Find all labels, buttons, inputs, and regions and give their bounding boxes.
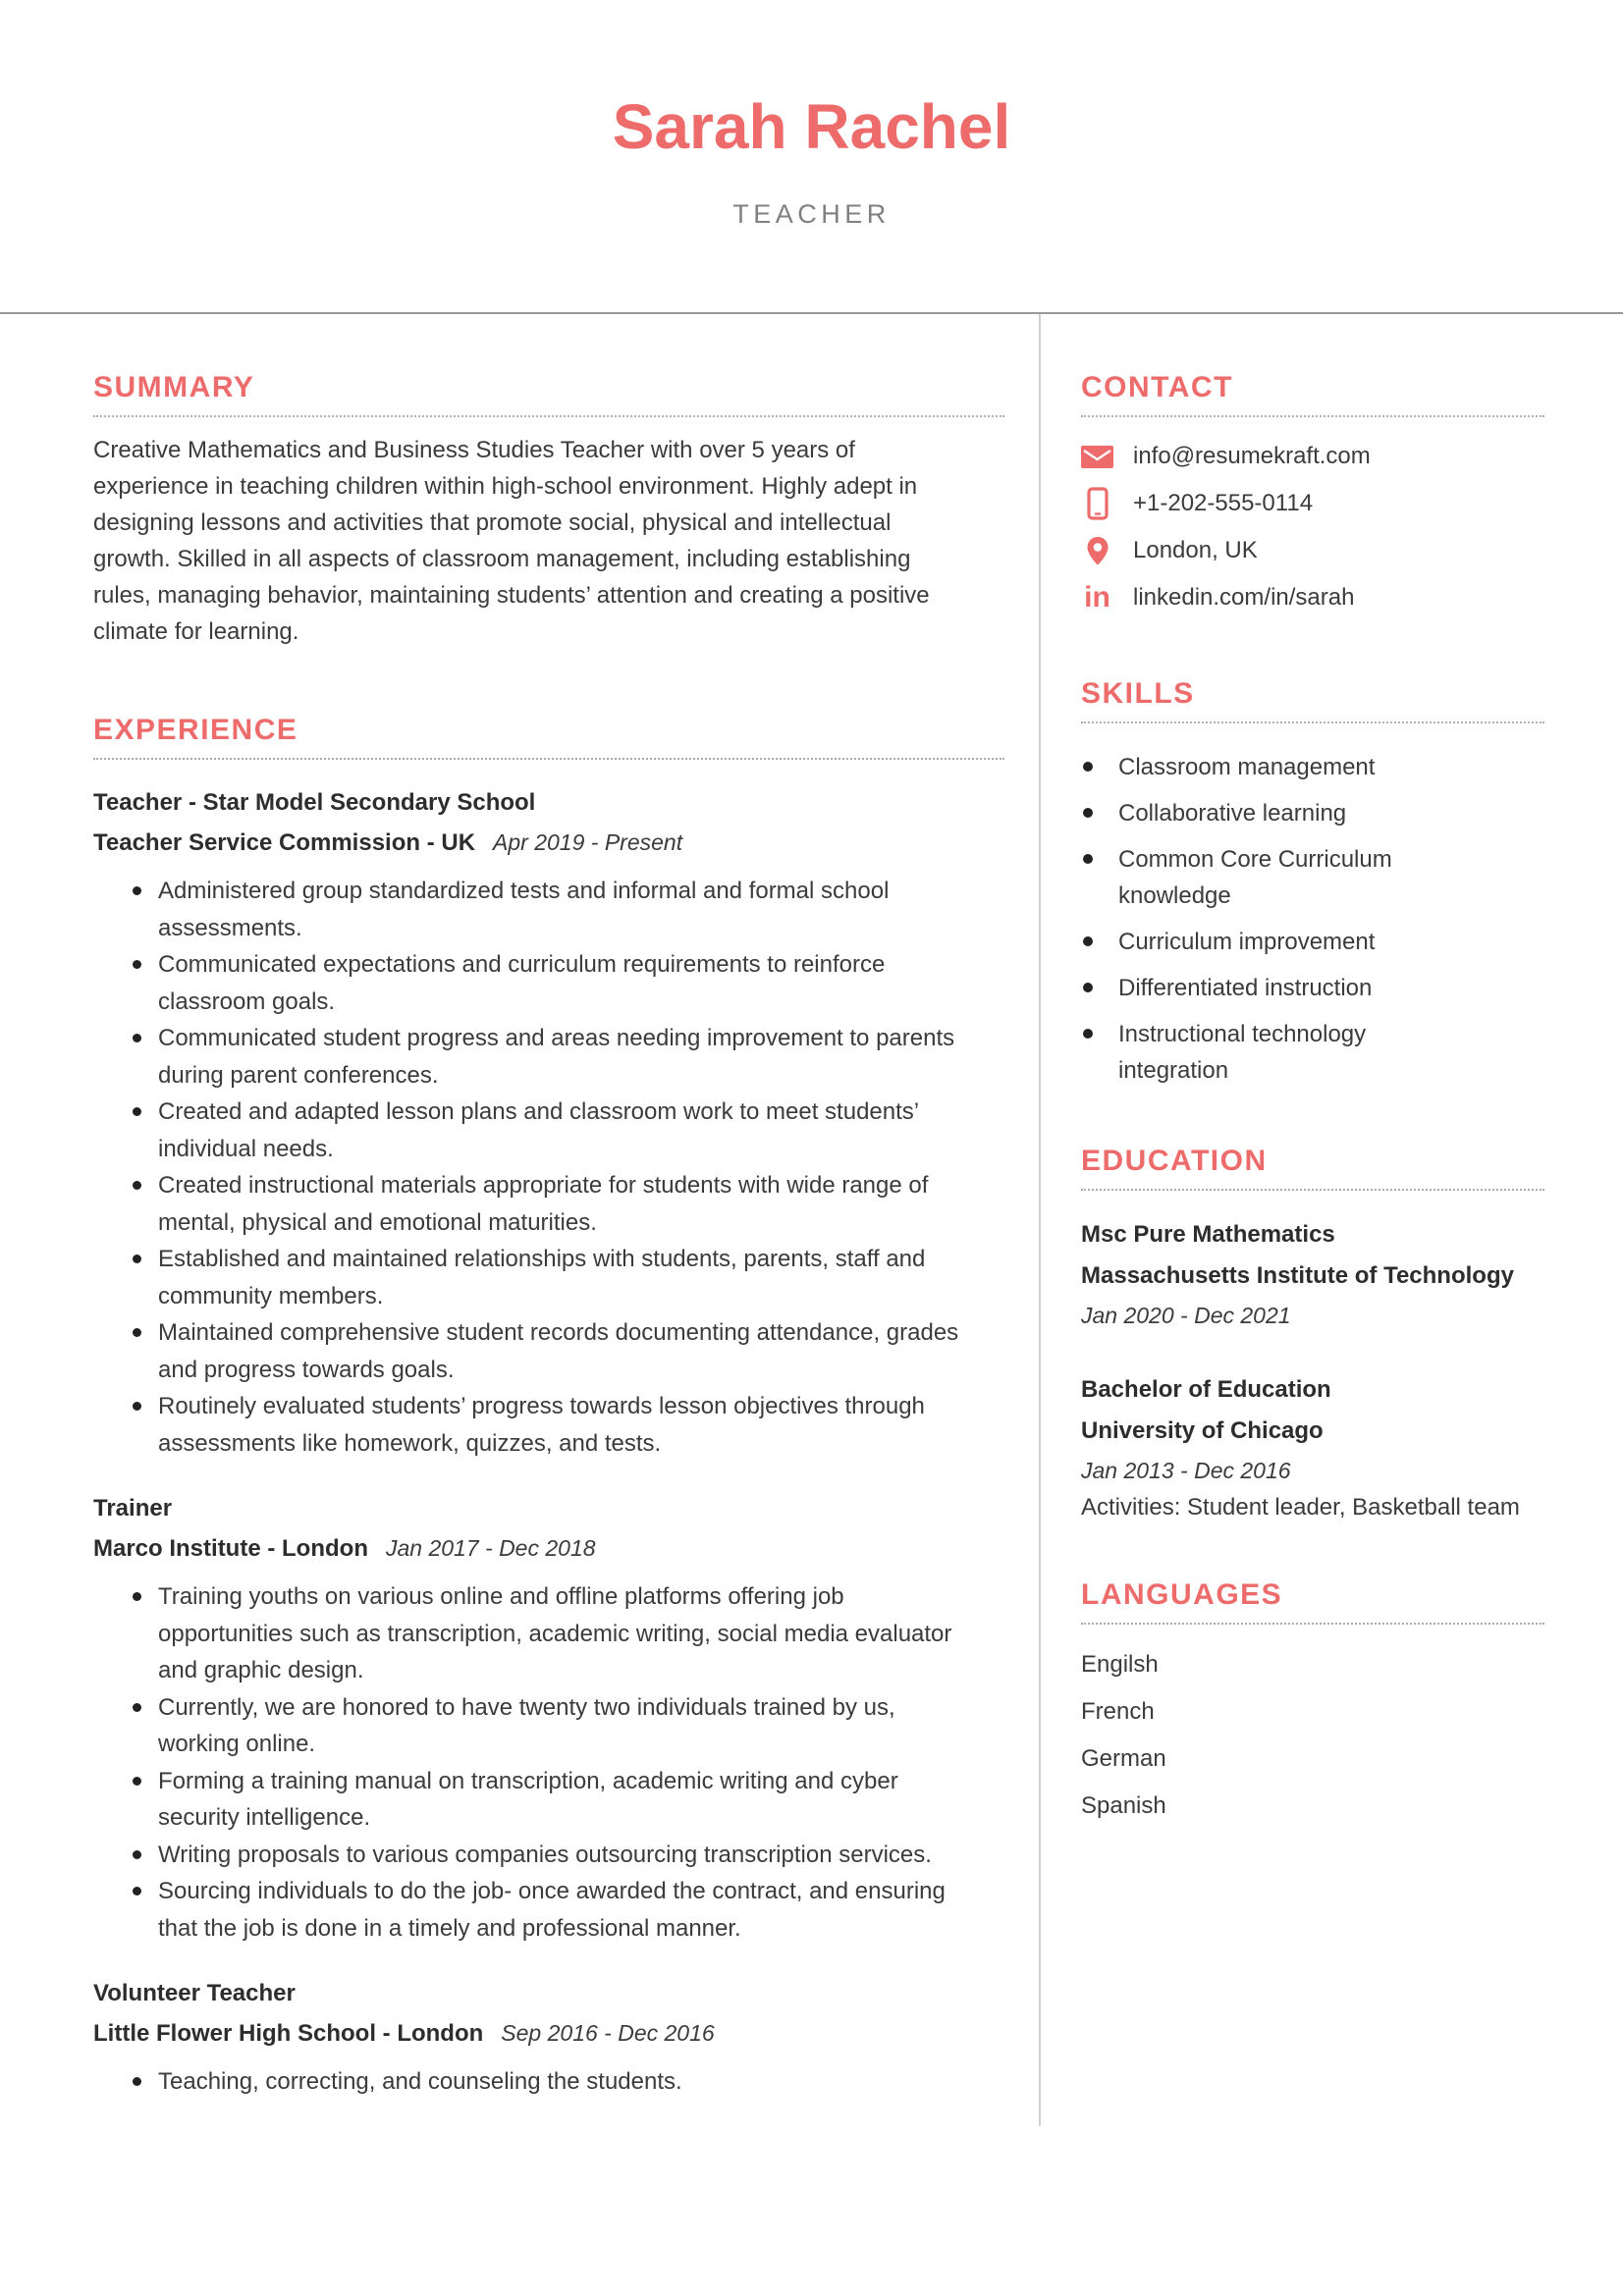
skill-item: Differentiated instruction <box>1081 970 1474 1006</box>
education-section <box>1081 1144 1544 1526</box>
job-bullet: Forming a training manual on transcription, academic writing and cyber security intelligence. <box>129 1763 963 1837</box>
job-bullet: Currently, we are honored to have twenty two individuals trained by us, working online. <box>129 1689 963 1763</box>
degree-name: Bachelor of Education <box>1081 1376 1331 1403</box>
skills-section <box>1081 676 1544 1089</box>
contact-phone-row <box>1081 480 1544 527</box>
job-company: Little Flower High School - London <box>93 2020 484 2047</box>
side-column <box>1041 314 1621 2126</box>
job-bullet-list <box>93 1578 963 1947</box>
education-heading: EDUCATION <box>1081 1144 1544 1191</box>
contact-list <box>1081 433 1544 621</box>
job-bullet: Writing proposals to various companies outsourcing transcription services. <box>129 1837 963 1874</box>
skill-item: Common Core Curriculum knowledge <box>1081 841 1474 914</box>
language-item: French <box>1081 1698 1155 1725</box>
job-bullet-list <box>93 2063 963 2101</box>
job-entry <box>93 783 1004 1462</box>
education-dates: Jan 2013 - Dec 2016 <box>1081 1458 1291 1483</box>
contact-email-text: info@resumekraft.com <box>1133 443 1371 469</box>
language-item: German <box>1081 1745 1166 1772</box>
contact-email-row <box>1081 433 1544 480</box>
job-dates: Sep 2016 - Dec 2016 <box>501 2020 715 2046</box>
skill-item: Instructional technology integration <box>1081 1016 1474 1089</box>
job-company: Marco Institute - London <box>93 1535 368 1562</box>
job-bullet: Sourcing individuals to do the job- once awarded the contract, and ensuring that the job is done in a timely and professional manner. <box>129 1873 963 1947</box>
phone-icon <box>1081 487 1113 520</box>
job-company: Teacher Service Commission - UK <box>93 829 476 856</box>
job-bullet: Established and maintained relationships with students, parents, staff and community members. <box>129 1241 963 1314</box>
school-name: Massachusetts Institute of Technology <box>1081 1262 1514 1289</box>
job-bullet: Teaching, correcting, and counseling the students. <box>129 2063 963 2101</box>
language-item: Spanish <box>1081 1792 1166 1819</box>
education-entry <box>1081 1214 1544 1334</box>
job-bullet-list <box>93 873 963 1462</box>
contact-heading: CONTACT <box>1081 370 1544 417</box>
job-bullet: Routinely evaluated students’ progress towards lesson objectives through assessments like homework, quizzes, and tests. <box>129 1388 963 1462</box>
job-entry <box>93 1489 1004 1947</box>
skill-item: Collaborative learning <box>1081 795 1474 831</box>
education-entry <box>1081 1369 1544 1526</box>
languages-list <box>1081 1646 1544 1824</box>
job-bullet: Training youths on various online and offline platforms offering job opportunities such as transcription, academic writing, social media evaluator and graphic design. <box>129 1578 963 1689</box>
contact-location-text: London, UK <box>1133 537 1258 563</box>
job-bullet: Communicated expectations and curriculum requirements to reinforce classroom goals. <box>129 946 963 1020</box>
email-icon <box>1081 446 1113 468</box>
skills-list <box>1081 749 1544 1089</box>
job-bullet: Communicated student progress and areas needing improvement to parents during parent conferences. <box>129 1020 963 1094</box>
contact-linkedin-text: linkedin.com/in/sarah <box>1133 584 1355 611</box>
linkedin-icon: in <box>1084 581 1110 614</box>
job-dates: Apr 2019 - Present <box>493 829 683 855</box>
main-column <box>0 314 1041 2126</box>
skills-heading: SKILLS <box>1081 676 1544 723</box>
job-bullet: Maintained comprehensive student records documenting attendance, grades and progress towards goals. <box>129 1314 963 1388</box>
summary-heading: SUMMARY <box>93 370 1004 417</box>
content-columns <box>0 314 1623 2126</box>
summary-section <box>93 370 1004 650</box>
person-job-title: TEACHER <box>732 199 891 229</box>
job-subtitle <box>93 823 1004 866</box>
experience-section <box>93 713 1004 2101</box>
job-dates: Jan 2017 - Dec 2018 <box>385 1535 596 1561</box>
job-title: Teacher - Star Model Secondary School <box>93 789 536 816</box>
contact-location-row <box>1081 527 1544 574</box>
contact-phone-text: +1-202-555-0114 <box>1133 490 1314 516</box>
summary-text: Creative Mathematics and Business Studies Teacher with over 5 years of experience in teaching children within high-school environment. Highly adept in designing lessons and activities that promote social, physical and intellectual growth. Skilled in all aspects of classroom management, including establishing rules, managing behavior, maintaining students’ attention and creating a positive climate for learning. <box>93 437 930 645</box>
job-title: Volunteer Teacher <box>93 1980 296 2006</box>
job-subtitle <box>93 2013 1004 2056</box>
experience-heading: EXPERIENCE <box>93 713 1004 760</box>
job-bullet: Administered group standardized tests and informal and formal school assessments. <box>129 873 963 946</box>
resume-header <box>0 0 1623 230</box>
languages-section <box>1081 1577 1544 1824</box>
job-bullet: Created and adapted lesson plans and classroom work to meet students’ individual needs. <box>129 1094 963 1167</box>
job-entry <box>93 1974 1004 2101</box>
skill-item: Curriculum improvement <box>1081 924 1474 960</box>
skill-item: Classroom management <box>1081 749 1474 785</box>
person-name: Sarah Rachel <box>612 91 1011 162</box>
language-item: Engilsh <box>1081 1651 1159 1678</box>
education-dates: Jan 2020 - Dec 2021 <box>1081 1303 1291 1328</box>
location-pin-icon <box>1081 536 1113 566</box>
degree-name: Msc Pure Mathematics <box>1081 1221 1335 1248</box>
school-name: University of Chicago <box>1081 1417 1324 1444</box>
contact-section <box>1081 370 1544 621</box>
contact-linkedin-row <box>1081 574 1544 621</box>
job-title: Trainer <box>93 1495 173 1522</box>
languages-heading: LANGUAGES <box>1081 1577 1544 1625</box>
job-bullet: Created instructional materials appropriate for students with wide range of mental, physical and emotional maturities. <box>129 1167 963 1241</box>
education-activities: Activities: Student leader, Basketball team <box>1081 1494 1520 1521</box>
job-subtitle <box>93 1528 1004 1572</box>
